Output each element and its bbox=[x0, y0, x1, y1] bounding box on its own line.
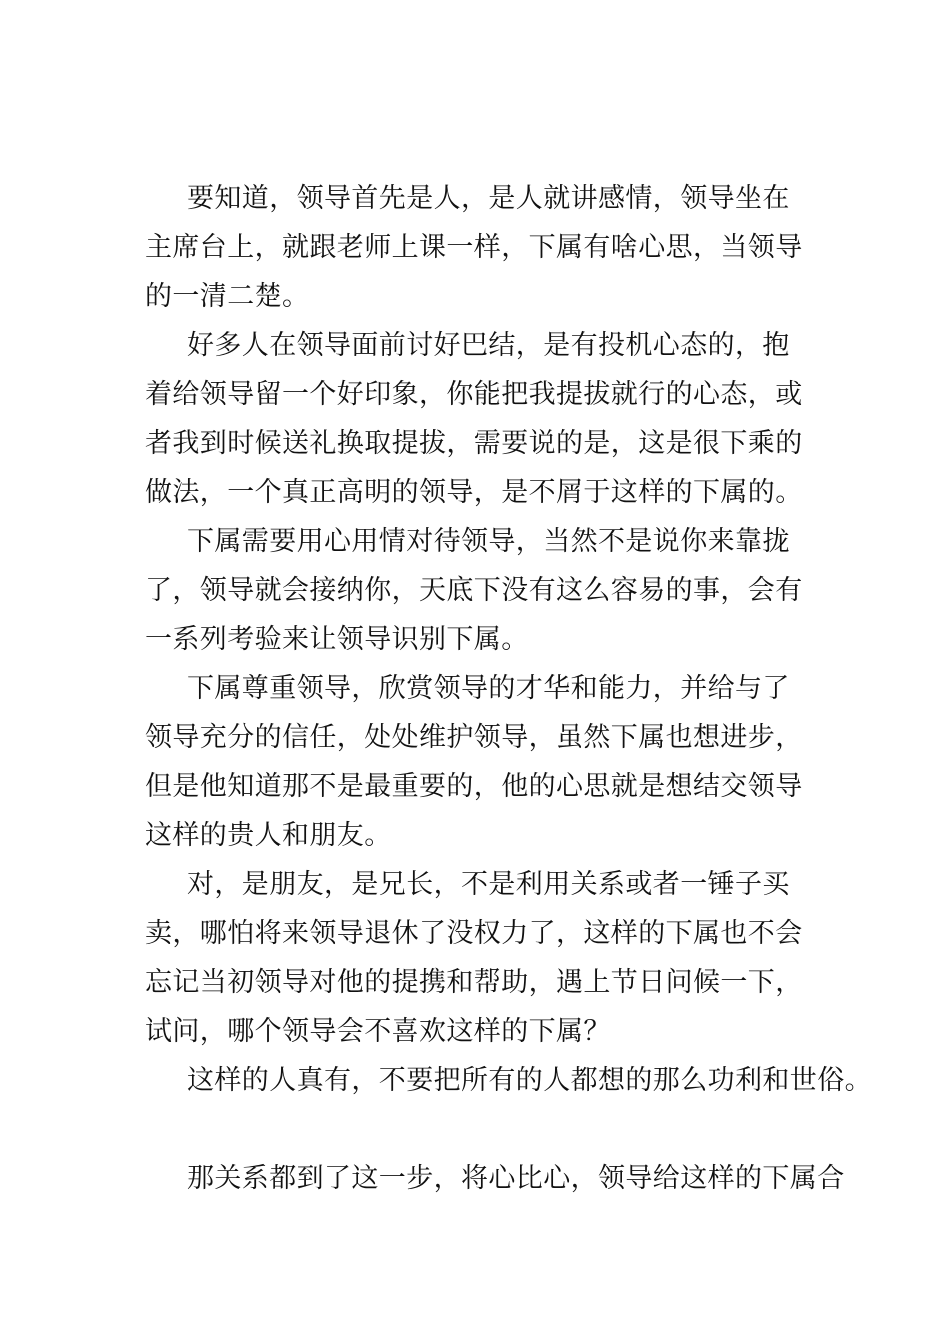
paragraph-2: 好多人在领导面前讨好巴结，是有投机心态的，抱着给领导留一个好印象，你能把我提拔就行的心态，或者我到时候送礼换取提拔，需要说的是，这是很下乘的做法，一个真正高明的领导，是不屑于这样的下属的。 bbox=[145, 330, 803, 508]
paragraph-3: 下属需要用心用情对待领导，当然不是说你来靠拢了，领导就会接纳你，天底下没有这么容易的事，会有一系列考验来让领导识别下属。 bbox=[145, 526, 803, 655]
paragraph-4: 下属尊重领导，欣赏领导的才华和能力，并给与了领导充分的信任，处处维护领导，虽然下属也想进步，但是他知道那不是最重要的，他的心思就是想结交领导这样的贵人和朋友。 bbox=[145, 673, 803, 851]
paragraph-5: 对，是朋友，是兄长，不是利用关系或者一锤子买卖，哪怕将来领导退休了没权力了，这样的下属也不会忘记当初领导对他的提携和帮助，遇上节日问候一下，试问，哪个领导会不喜欢这样的下属？ bbox=[145, 869, 803, 1047]
paragraph-7: 那关系都到了这一步，将心比心，领导给这样的下属合 bbox=[187, 1163, 845, 1194]
paragraph-1: 要知道，领导首先是人，是人就讲感情，领导坐在主席台上，就跟老师上课一样，下属有啥心思，当领导的一清二楚。 bbox=[145, 183, 803, 312]
paragraph-6: 这样的人真有，不要把所有的人都想的那么功利和世俗。 bbox=[187, 1065, 872, 1096]
document-body bbox=[145, 174, 872, 1203]
